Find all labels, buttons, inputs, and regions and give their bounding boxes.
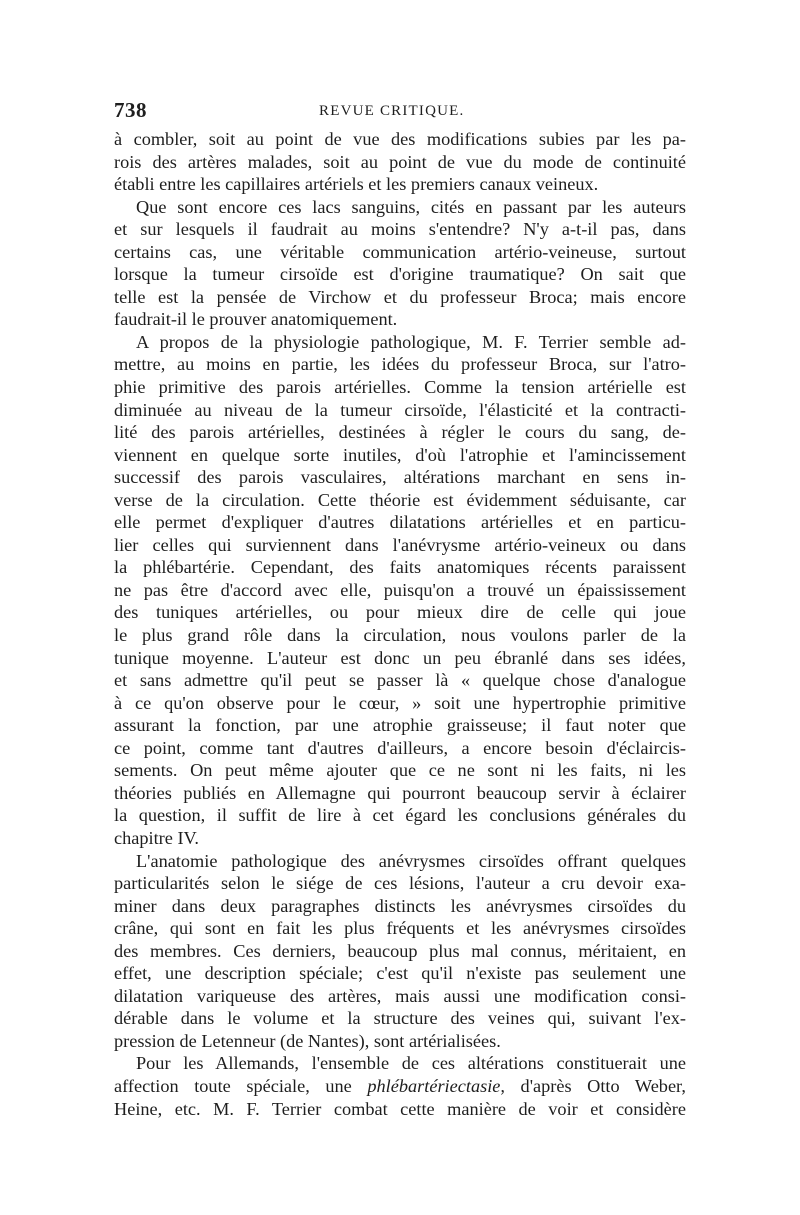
page-header bbox=[114, 96, 684, 126]
text-line: successif des parois vasculaires, altérations marchant en sens in- bbox=[114, 467, 686, 488]
text-line: faudrait-il le prouver anatomiquement. bbox=[114, 309, 398, 330]
text-line: la phlébartérie. Cependant, des faits anatomiques récents paraissent bbox=[114, 557, 686, 578]
paragraph-1 bbox=[114, 128, 686, 196]
text-line: théories publiés en Allemagne qui pourront beaucoup servir à éclairer bbox=[114, 782, 686, 803]
text-line: crâne, qui sont en fait les plus fréquents et les anévrysmes cirsoïdes bbox=[114, 918, 686, 939]
text-line: Pour les Allemands, l'ensemble de ces altérations constituerait une bbox=[136, 1053, 686, 1074]
text-line: A propos de la physiologie pathologique, M. F. Terrier semble ad- bbox=[136, 331, 686, 352]
page-number: 738 bbox=[114, 98, 147, 122]
text-run: affection toute spéciale, une bbox=[114, 1075, 368, 1096]
text-run: d'après Otto Weber, bbox=[504, 1075, 686, 1096]
text-line: verse de la circulation. Cette théorie est évidemment séduisante, car bbox=[114, 489, 686, 510]
text-line: certains cas, une véritable communication artério-veineuse, surtout bbox=[114, 241, 686, 262]
text-line: pression de Letenneur (de Nantes), sont artérialisées. bbox=[114, 1030, 501, 1051]
text-line: sements. On peut même ajouter que ce ne sont ni les faits, ni les bbox=[114, 760, 686, 781]
text-line: rois des artères malades, soit au point de vue du mode de continuité bbox=[114, 151, 686, 172]
text-line: assurant la fonction, par une atrophie graisseuse; il faut noter que bbox=[114, 715, 686, 736]
paragraph-5 bbox=[114, 1052, 686, 1120]
paragraph-3 bbox=[114, 331, 686, 850]
text-line: à combler, soit au point de vue des modifications subies par les pa- bbox=[114, 129, 686, 149]
text-line: lier celles qui surviennent dans l'anévrysme artério-veineux ou dans bbox=[114, 534, 686, 555]
text-line: effet, une description spéciale; c'est qu'il n'existe pas seulement une bbox=[114, 963, 686, 984]
text-line: mettre, au moins en partie, les idées du professeur Broca, sur l'atro- bbox=[114, 354, 686, 375]
text-line: lité des parois artérielles, destinées à régler le cours du sang, de- bbox=[114, 422, 686, 443]
text-line: telle est la pensée de Virchow et du professeur Broca; mais encore bbox=[114, 286, 686, 307]
text-line: L'anatomie pathologique des anévrysmes cirsoïdes offrant quelques bbox=[136, 850, 686, 871]
paragraph-2 bbox=[114, 196, 686, 331]
text-line: lorsque la tumeur cirsoïde est d'origine traumatique? On sait que bbox=[114, 264, 686, 285]
text-line: dérable dans le volume et la structure des veines qui, suivant l'ex- bbox=[114, 1008, 686, 1029]
running-title: REVUE CRITIQUE. bbox=[319, 103, 465, 119]
text-line: particularités selon le siége de ces lésions, l'auteur a cru devoir exa- bbox=[114, 873, 686, 894]
text-line: diminuée au niveau de la tumeur cirsoïde, l'élasticité et la contracti- bbox=[114, 399, 686, 420]
text-line: établi entre les capillaires artériels et les premiers canaux veineux. bbox=[114, 174, 599, 195]
text-line bbox=[114, 1075, 686, 1098]
text-line: ce point, comme tant d'autres d'ailleurs, a encore besoin d'éclaircis- bbox=[114, 737, 686, 758]
text-line: ne pas être d'accord avec elle, puisqu'on a trouvé un épaississement bbox=[114, 579, 686, 600]
body-text bbox=[114, 128, 686, 1120]
text-line: tunique moyenne. L'auteur est donc un peu ébranlé dans ses idées, bbox=[114, 647, 686, 668]
text-line: viennent en quelque sorte inutiles, d'où l'atrophie et l'amincissement bbox=[114, 444, 686, 465]
text-line: elle permet d'expliquer d'autres dilatations artérielles et en particu- bbox=[114, 512, 686, 533]
text-line: des membres. Ces derniers, beaucoup plus mal connus, méritaient, en bbox=[114, 940, 686, 961]
text-line: des tuniques artérielles, ou pour mieux dire de celle qui joue bbox=[114, 602, 686, 623]
text-line: Heine, etc. M. F. Terrier combat cette manière de voir et considère bbox=[114, 1098, 686, 1119]
text-line: chapitre IV. bbox=[114, 827, 199, 848]
text-line: le plus grand rôle dans la circulation, nous voulons parler de la bbox=[114, 625, 686, 646]
text-line: la question, il suffit de lire à cet égard les conclusions générales du bbox=[114, 805, 686, 826]
paragraph-4 bbox=[114, 850, 686, 1053]
text-line: et sur lesquels il faudrait au moins s'entendre? N'y a-t-il pas, dans bbox=[114, 219, 686, 240]
text-line: à ce qu'on observe pour le cœur, » soit une hypertrophie primitive bbox=[114, 692, 686, 713]
text-line: phie primitive des parois artérielles. Comme la tension artérielle est bbox=[114, 377, 686, 398]
text-line: miner dans deux paragraphes distincts les anévrysmes cirsoïdes du bbox=[114, 895, 686, 916]
text-line: et sans admettre qu'il peut se passer là « quelque chose d'analogue bbox=[114, 670, 686, 691]
text-line: dilatation variqueuse des artères, mais aussi une modification consi- bbox=[114, 985, 686, 1006]
italic-term: phlébartériectasie, bbox=[367, 1075, 505, 1096]
text-line: Que sont encore ces lacs sanguins, cités en passant par les auteurs bbox=[136, 196, 686, 217]
